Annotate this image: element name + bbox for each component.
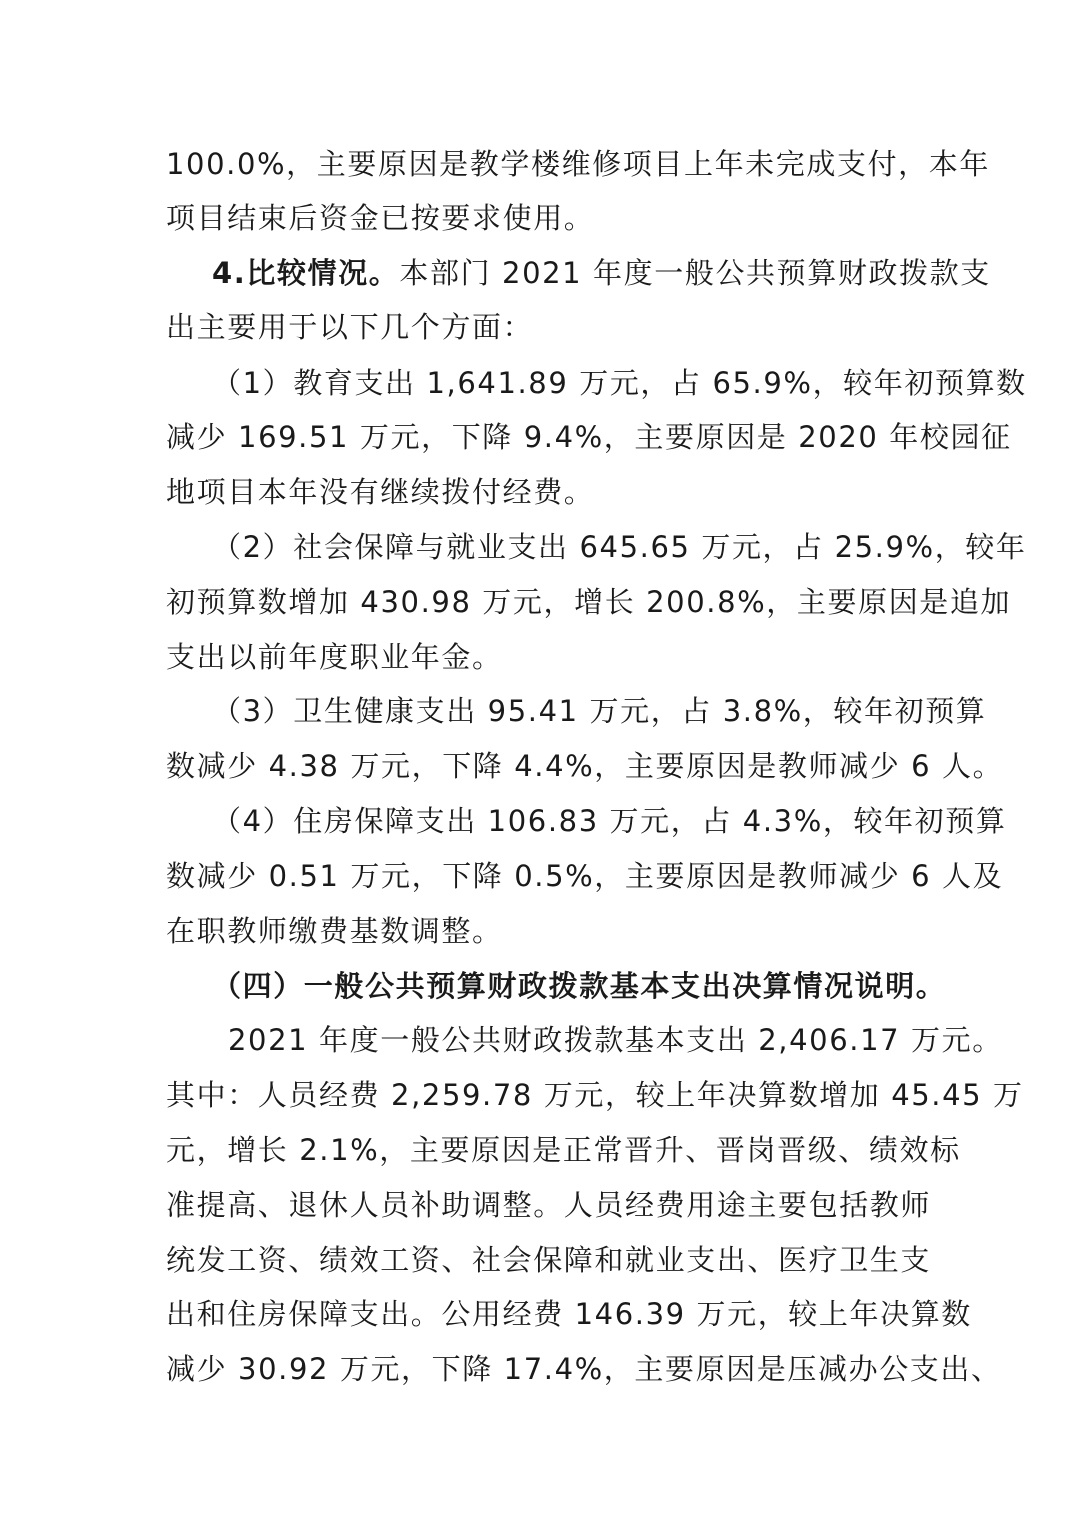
paragraph-line: 地项目本年没有继续拨付经费。 xyxy=(166,475,595,509)
paragraph-line: 减少 30.92 万元，下降 17.4%，主要原因是压减办公支出、 xyxy=(166,1352,1002,1386)
list-item-1-line: （1）教育支出 1,641.89 万元，占 65.9%，较年初预算数 xyxy=(212,366,1027,400)
paragraph-line: 100.0%，主要原因是教学楼维修项目上年未完成支付，本年 xyxy=(166,147,990,181)
paragraph-line: 支出以前年度职业年金。 xyxy=(166,640,503,674)
paragraph-line: 出和住房保障支出。公用经费 146.39 万元，较上年决算数 xyxy=(166,1297,972,1331)
paragraph-line: 元，增长 2.1%，主要原因是正常晋升、晋岗晋级、绩效标 xyxy=(166,1133,961,1167)
paragraph-text: 本部门 2021 年度一般公共预算财政拨款支 xyxy=(399,256,991,290)
paragraph-line: 统发工资、绩效工资、社会保障和就业支出、医疗卫生支 xyxy=(166,1243,932,1277)
paragraph-line: 准提高、退休人员补助调整。人员经费用途主要包括教师 xyxy=(166,1188,932,1222)
paragraph-line: 项目结束后资金已按要求使用。 xyxy=(166,201,595,235)
list-item-4-line: （4）住房保障支出 106.83 万元，占 4.3%，较年初预算 xyxy=(212,804,1007,838)
paragraph-line: 出主要用于以下几个方面： xyxy=(166,310,534,344)
paragraph-line: 初预算数增加 430.98 万元，增长 200.8%，主要原因是追加 xyxy=(166,585,1012,619)
list-item-2-line: （2）社会保障与就业支出 645.65 万元，占 25.9%，较年 xyxy=(212,530,1027,564)
comparison-heading: 4.比较情况。 xyxy=(212,256,400,290)
paragraph-line: 数减少 0.51 万元，下降 0.5%，主要原因是教师减少 6 人及 xyxy=(166,859,1004,893)
comparison-paragraph-line xyxy=(212,255,991,291)
paragraph-line: 2021 年度一般公共财政拨款基本支出 2,406.17 万元。 xyxy=(228,1023,1003,1057)
paragraph-line: 在职教师缴费基数调整。 xyxy=(166,914,503,948)
paragraph-line: 减少 169.51 万元，下降 9.4%，主要原因是 2020 年校园征 xyxy=(166,420,1012,454)
section-heading: （四）一般公共预算财政拨款基本支出决算情况说明。 xyxy=(212,969,947,1003)
list-item-3-line: （3）卫生健康支出 95.41 万元，占 3.8%，较年初预算 xyxy=(212,694,987,728)
paragraph-line: 其中：人员经费 2,259.78 万元，较上年决算数增加 45.45 万 xyxy=(166,1078,1024,1112)
paragraph-line: 数减少 4.38 万元，下降 4.4%，主要原因是教师减少 6 人。 xyxy=(166,749,1004,783)
